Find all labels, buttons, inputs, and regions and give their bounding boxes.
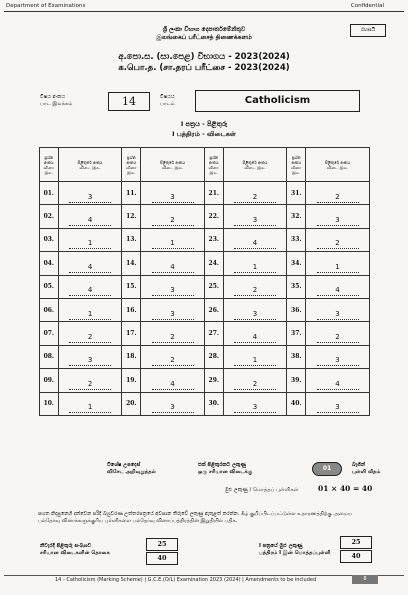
answer-value: 4 (234, 239, 276, 249)
answer-cell (223, 369, 287, 392)
question-number: 27. (204, 322, 223, 345)
answer-value: 3 (317, 403, 359, 413)
answer-value: 3 (317, 216, 359, 226)
answer-cell (141, 369, 205, 392)
per-answer-label: එක් පිළිතුරකට ලකුණු ஒரு சரியான விடைக்கு (198, 462, 253, 475)
part-title-tamil: I பத்திரம் - விடைகள் (172, 130, 236, 138)
subject-number-label: විෂය අංකය பாட இலக்கம் (40, 94, 73, 107)
question-number: 11. (122, 182, 141, 205)
answer-cell (141, 392, 205, 415)
col-header-answer: පිළිතුරේ අංකය விடை இல. (223, 148, 287, 182)
total-calculation: 01 × 40 = 40 (318, 484, 373, 493)
correct-count-label: නිවැරදි පිළිතුරු සංඛ්‍යාව சரியான விடைகளின் தொகை (40, 543, 110, 556)
answer-cell (223, 275, 287, 298)
question-number: 24. (204, 252, 223, 275)
answer-value: 2 (317, 333, 359, 343)
answer-cell (306, 182, 370, 205)
title-tamil-exam: க.பொ.த. (சா.தரப் பரீட்சை - 2023(2024) (118, 63, 290, 73)
marking-note: පහත නිදසුනෙහි දක්වෙන පරිදි බහුවරණ උත්තරපත්‍රයේ අවසාන තීරුවේ ලකුණු ඇතුළත් කරන්න. கீழ் குறிப்பிடப்பட்டுள்ள உதாரணத்திற்கு அமைய பல்தேர்வு வினாக்களுக்குரிய புள்ளிகளை பல்தேர்வு வினாப்பத்திரத்தின் இறுதியில் பதிக. (38, 511, 353, 524)
answer-cell (306, 345, 370, 368)
question-number: 09. (40, 369, 59, 392)
paper-total-numerator: 25 (340, 536, 372, 549)
answer-value: 3 (317, 356, 359, 366)
answer-cell (141, 345, 205, 368)
answer-cell (223, 205, 287, 228)
answer-value: 2 (152, 333, 194, 343)
answer-cell (306, 298, 370, 321)
answer-value: 1 (69, 239, 111, 249)
answer-cell (306, 275, 370, 298)
answer-value: 3 (317, 310, 359, 320)
answer-value: 1 (152, 239, 194, 249)
question-number: 37. (287, 322, 306, 345)
answer-cell (223, 228, 287, 251)
marks-per-answer: 01 (312, 462, 342, 476)
table-body (40, 182, 370, 416)
question-number: 39. (287, 369, 306, 392)
question-number: 16. (122, 298, 141, 321)
table-row (40, 228, 370, 251)
paper-total-label: I පත්‍රයේ මුළු ලකුණු பத்திரம் I இன் மொத்தப்புள்ளி (259, 543, 331, 556)
answer-value: 1 (234, 263, 276, 273)
answer-cell (141, 322, 205, 345)
answer-table (39, 147, 370, 416)
question-number: 17. (122, 322, 141, 345)
question-number: 34. (287, 252, 306, 275)
table-row (40, 205, 370, 228)
answer-value: 4 (69, 216, 111, 226)
answer-cell (223, 322, 287, 345)
answer-value: 4 (317, 286, 359, 296)
question-number: 35. (287, 275, 306, 298)
question-number: 28. (204, 345, 223, 368)
answer-value: 2 (234, 380, 276, 390)
question-number: 22. (204, 205, 223, 228)
answer-cell (306, 205, 370, 228)
col-header-question: ප්‍රශ්න අංකය வினா இல. (40, 148, 59, 182)
table-row (40, 392, 370, 415)
answer-cell (306, 322, 370, 345)
answer-value: 4 (152, 263, 194, 273)
answer-cell (141, 275, 205, 298)
question-number: 31. (287, 182, 306, 205)
table-row (40, 182, 370, 205)
answer-cell (223, 298, 287, 321)
answer-cell (223, 252, 287, 275)
question-number: 38. (287, 345, 306, 368)
total-marks-label: මුළු ලකුණු / மொத்தப் புள்ளிகள் (225, 487, 299, 493)
answer-cell (141, 182, 205, 205)
answer-cell (58, 298, 122, 321)
answer-value: 2 (234, 286, 276, 296)
question-number: 32. (287, 205, 306, 228)
subject-name-label: විෂයය பாடம் (160, 94, 175, 107)
correct-count-denominator: 40 (146, 552, 178, 565)
answer-value: 3 (152, 310, 194, 320)
answer-cell (58, 369, 122, 392)
answer-value: 1 (69, 403, 111, 413)
question-number: 13. (122, 228, 141, 251)
answer-value: 3 (234, 216, 276, 226)
correct-count-numerator: 25 (146, 538, 178, 551)
footer-text: 14 - Catholicism (Marking Scheme) | G.C.E.(O/L) Examination 2023 (2024) | Amendments to be included (55, 577, 317, 583)
answer-value: 1 (234, 356, 276, 366)
title-tamil-department: இலங்கைப் பரீட்சைத் திணைக்களம் (156, 34, 252, 41)
answer-value: 1 (69, 310, 111, 320)
answer-value: 3 (69, 193, 111, 203)
table-row (40, 322, 370, 345)
answer-value: 3 (152, 403, 194, 413)
question-number: 18. (122, 345, 141, 368)
question-number: 10. (40, 392, 59, 415)
confidential-box: රහසයි (350, 24, 386, 37)
answer-value: 4 (69, 286, 111, 296)
page-tag: 8 (352, 575, 378, 584)
table-row (40, 369, 370, 392)
question-number: 40. (287, 392, 306, 415)
question-number: 21. (204, 182, 223, 205)
answer-cell (306, 228, 370, 251)
confidential-label: Confidential (350, 3, 384, 9)
title-sinhala-exam: අ.පො.ස. (සා.පෙළ) විභාගය - 2023(2024) (118, 52, 290, 62)
answer-value: 4 (317, 380, 359, 390)
question-number: 29. (204, 369, 223, 392)
subject-number: 14 (108, 92, 150, 111)
answer-value: 2 (317, 239, 359, 249)
question-number: 26. (204, 298, 223, 321)
answer-value: 2 (234, 193, 276, 203)
title-sinhala-department: ශ්‍රී ලංකා විභාග දෙපාර්තමේන්තුව (162, 26, 246, 33)
col-header-answer: පිළිතුරේ අංකය விடை இல. (58, 148, 122, 182)
col-header-answer: පිළිතුරේ අංකය விடை இல. (306, 148, 370, 182)
answer-cell (141, 228, 205, 251)
answer-cell (306, 392, 370, 415)
question-number: 15. (122, 275, 141, 298)
table-row (40, 275, 370, 298)
answer-cell (58, 228, 122, 251)
answer-value: 2 (152, 216, 194, 226)
question-number: 23. (204, 228, 223, 251)
question-number: 20. (122, 392, 141, 415)
answer-cell (141, 205, 205, 228)
question-number: 08. (40, 345, 59, 368)
answer-cell (223, 182, 287, 205)
footer-divider (4, 575, 404, 576)
table-header-row (40, 148, 370, 182)
answer-cell (58, 392, 122, 415)
answer-value: 3 (69, 356, 111, 366)
subject-name: Catholicism (195, 90, 360, 112)
question-number: 33. (287, 228, 306, 251)
special-instructions-label: විශේෂ උපදෙස් விசேட அறிவுறுத்தல் (107, 462, 156, 475)
answer-value: 3 (234, 403, 276, 413)
answer-cell (223, 392, 287, 415)
question-number: 01. (40, 182, 59, 205)
answer-value: 3 (234, 310, 276, 320)
answer-value: 4 (152, 380, 194, 390)
table-row (40, 298, 370, 321)
answer-value: 4 (69, 263, 111, 273)
table-row (40, 345, 370, 368)
question-number: 14. (122, 252, 141, 275)
answer-cell (58, 252, 122, 275)
answer-cell (58, 345, 122, 368)
answer-cell (58, 182, 122, 205)
col-header-question: ප්‍රශ්න අංකය வினா இல. (287, 148, 306, 182)
answer-cell (58, 275, 122, 298)
answer-cell (58, 205, 122, 228)
department-header: Department of Examinations (6, 3, 86, 9)
answer-value: 2 (69, 333, 111, 343)
answer-cell (141, 252, 205, 275)
answer-value: 2 (152, 356, 194, 366)
question-number: 12. (122, 205, 141, 228)
paper-total-denominator: 40 (340, 550, 372, 563)
question-number: 36. (287, 298, 306, 321)
table-row (40, 252, 370, 275)
question-number: 25. (204, 275, 223, 298)
question-number: 04. (40, 252, 59, 275)
marks-each-label: බැගින් புள்ளி வீதம் (352, 462, 381, 475)
header-divider (4, 11, 404, 12)
answer-value: 4 (234, 333, 276, 343)
answer-cell (223, 345, 287, 368)
answer-value: 3 (152, 286, 194, 296)
col-header-answer: පිළිතුරේ අංකය விடை இல. (141, 148, 205, 182)
question-number: 03. (40, 228, 59, 251)
part-title-sinhala: I පත්‍රය - පිළිතුරු (180, 120, 228, 128)
question-number: 06. (40, 298, 59, 321)
question-number: 19. (122, 369, 141, 392)
question-number: 02. (40, 205, 59, 228)
question-number: 30. (204, 392, 223, 415)
answer-value: 1 (317, 263, 359, 273)
answer-value: 3 (152, 193, 194, 203)
col-header-question: ප්‍රශ්න අංකය வினா இல. (204, 148, 223, 182)
answer-cell (58, 322, 122, 345)
answer-cell (306, 369, 370, 392)
question-number: 07. (40, 322, 59, 345)
question-number: 05. (40, 275, 59, 298)
answer-value: 2 (69, 380, 111, 390)
answer-cell (306, 252, 370, 275)
answer-cell (141, 298, 205, 321)
answer-value: 2 (317, 193, 359, 203)
col-header-question: ප්‍රශ්න අංකය வினா இல. (122, 148, 141, 182)
